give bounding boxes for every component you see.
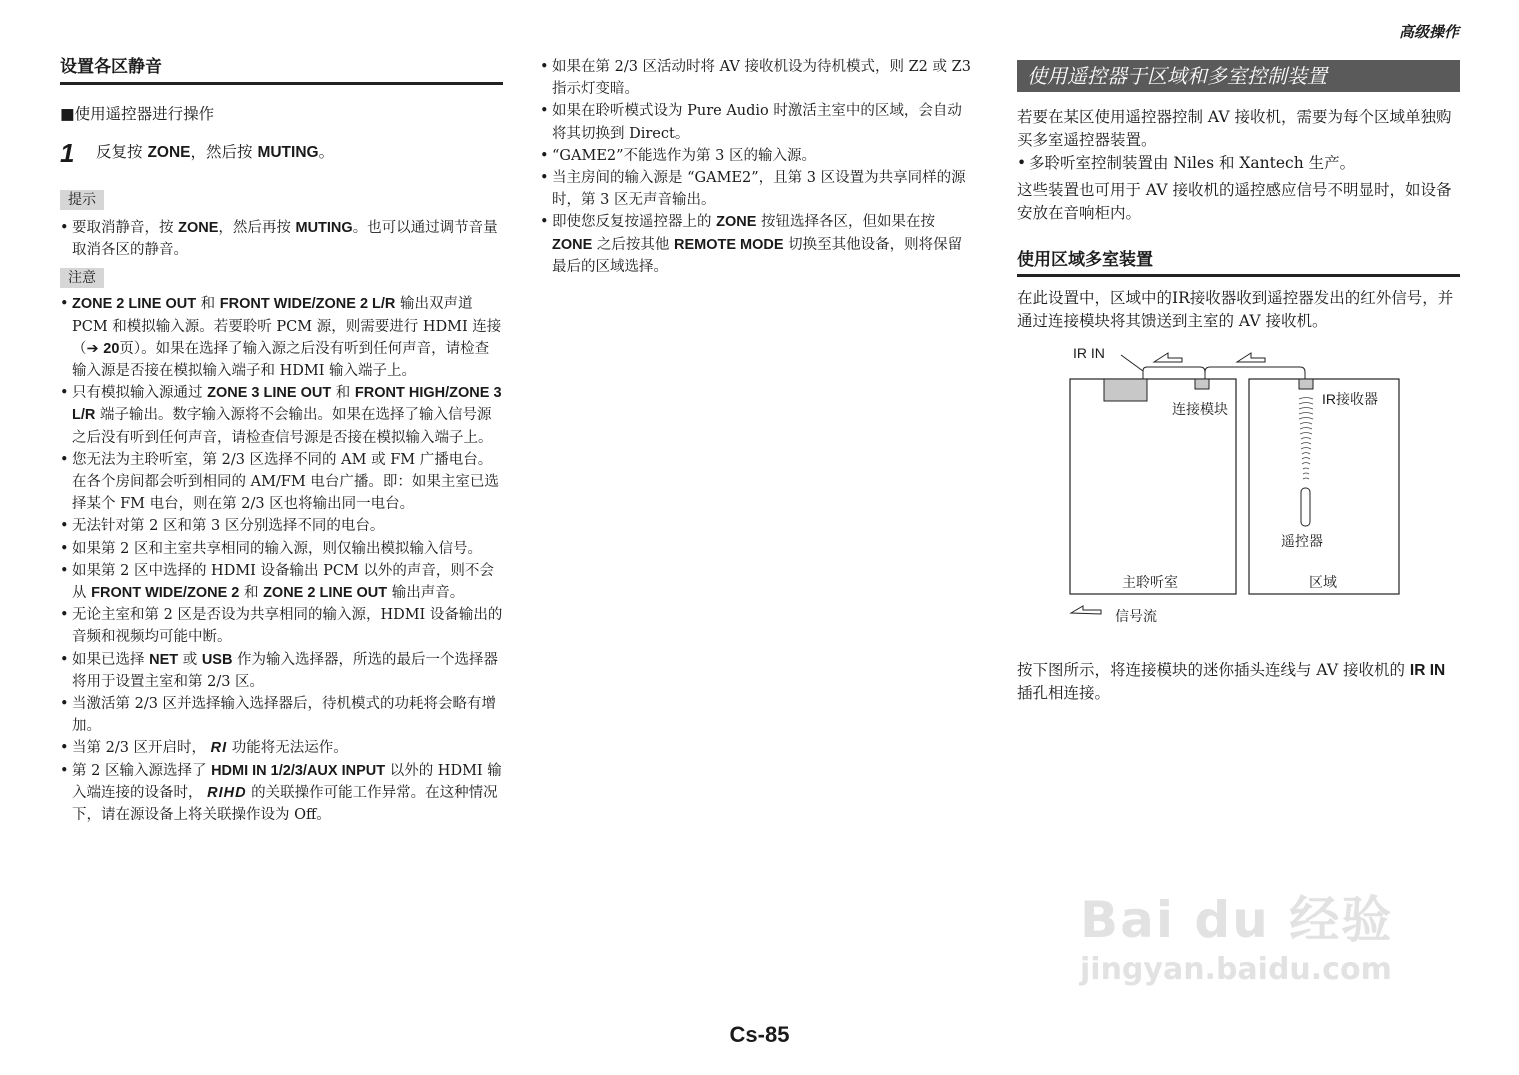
watermark: [1080, 880, 1393, 987]
intro-text-2: 这些装置也可用于 AV 接收机的遥控感应信号不明显时，如设备安放在音响柜内。: [1017, 181, 1452, 222]
step-text: [96, 141, 334, 164]
text-run: 按钮选择各区，但如果在按: [756, 214, 935, 231]
text-run: 反复按: [96, 143, 148, 162]
list-item: [540, 145, 975, 167]
middle-column: [540, 56, 975, 278]
bold-term: NET: [149, 651, 179, 668]
list-item: [60, 649, 503, 693]
bold-term: IR IN: [1409, 662, 1446, 679]
text-run: 按下图所示，将连接模块的迷你插头连线与 AV 接收机的: [1017, 661, 1410, 679]
step-1: [60, 137, 503, 168]
bold-term: USB: [201, 651, 233, 668]
text-run: “GAME2”不能选作为第 3 区的输入源。: [552, 147, 816, 164]
bold-term: ZONE: [147, 144, 191, 162]
legend-signal-flow: 信号流: [1115, 608, 1157, 624]
bold-term: ZONE: [716, 214, 757, 231]
text-run: 。: [318, 143, 335, 162]
setup-text: 在此设置中，区域中的IR接收器收到遥控器发出的红外信号，并通过连接模块将其馈送到主室的 AV 接收机。: [1017, 289, 1454, 330]
text-run: 无论主室和第 2 区是否设为共享相同的输入源，HDMI 设备输出的音频和视频均可能中断。: [72, 607, 503, 646]
note-badge: 注意: [60, 268, 104, 288]
text-run: 您无法为主聆听室，第 2/3 区选择不同的 AM 或 FM 广播电台。在各个房间都会听到相同的 AM/FM 电台广播。即：如果主室已选择某个 FM 电台，则在第 2/3 区也将输出同一电台。: [72, 451, 499, 513]
logo-mark: RIHD: [207, 784, 247, 801]
list-item: [540, 100, 975, 144]
list-item: [60, 693, 503, 737]
bold-term: HDMI IN 1/2/3/AUX INPUT: [211, 762, 386, 779]
label-ir-in: IR IN: [1073, 345, 1105, 361]
text-run: 输出声音。: [387, 585, 465, 602]
bold-term: ZONE: [552, 236, 593, 253]
bold-term: FRONT WIDE/ZONE 2 L/R: [219, 296, 396, 313]
text-run: ，然后按: [190, 143, 258, 162]
list-item: [60, 737, 503, 759]
text-run: 当第 2/3 区开启时，: [72, 740, 211, 757]
label-main-room: 主聆听室: [1122, 574, 1178, 590]
text-run: 的关联操作可能工作异常。在这种情况下，请在源设备上将关联操作设为 Off。: [72, 784, 498, 824]
text-run: ，然后再按: [218, 219, 296, 236]
diagram-graphics: [1017, 341, 1460, 651]
text-run: 以外的 HDMI 输入端连接的设备时，: [72, 762, 502, 801]
notes-list: [60, 293, 503, 826]
text-run: 功能将无法运作。: [227, 740, 348, 757]
label-connect-block: 连接模块: [1172, 401, 1228, 417]
intro-text: 若要在某区使用遥控器控制 AV 接收机，需要为每个区域单独购买多室遥控器装置。: [1017, 108, 1452, 149]
bold-term: 20: [103, 340, 120, 357]
text-run: 如果已选择: [72, 651, 150, 668]
middle-notes-list: [540, 56, 975, 278]
text-run: 要取消静音，按: [72, 219, 179, 236]
list-item: [540, 211, 975, 278]
step-number: 1: [60, 137, 75, 168]
text-run: 端子输出。数字输入源将不会输出。如果在选择了输入信号源之后没有听到任何声音，请检查信号源是否接在模拟输入端子上。: [72, 407, 493, 446]
text-run: 或: [178, 651, 202, 668]
text-run: 插孔相连接。: [1017, 684, 1111, 702]
tip-badge: 提示: [60, 190, 104, 210]
text-run: 如果第 2 区和主室共享相同的输入源，则仅输出模拟输入信号。: [72, 540, 482, 557]
bold-term: MUTING: [257, 144, 319, 162]
subheading: ■使用遥控器进行操作: [60, 105, 215, 124]
list-item: [540, 56, 975, 100]
text-run: 之后按其他: [592, 236, 674, 253]
watermark-logo: Bai du 经验: [1080, 891, 1394, 949]
list-item: [60, 560, 503, 604]
page-number: Cs-85: [729, 1022, 790, 1047]
tips-list: [60, 217, 503, 261]
watermark-url: jingyan.baidu.com: [1080, 952, 1392, 987]
bold-term: FRONT WIDE/ZONE 2: [91, 585, 240, 602]
bold-term: FRONT HIGH/ZONE 3 L/R: [72, 385, 502, 424]
text-run: 切换至其他设备，则将保留最后的区域选择。: [552, 236, 963, 275]
list-item: [60, 760, 503, 827]
logo-mark: RI: [210, 740, 228, 757]
list-item: [60, 449, 503, 516]
bold-term: ZONE 3 LINE OUT: [207, 385, 332, 402]
text-run: 作为输入选择器，所选的最后一个选择器将用于设置主室和第 2/3 区。: [72, 651, 499, 690]
bold-term: REMOTE MODE: [674, 236, 784, 253]
bold-term: MUTING: [295, 219, 353, 236]
list-item: [60, 217, 503, 261]
text-run: 即使您反复按遥控器上的: [552, 214, 717, 231]
text-run: 第 2 区输入源选择了: [72, 762, 212, 779]
text-run: 页）。如果在选择了输入源之后没有听到任何声音，请检查输入源是否接在模拟输入端子和 HDMI 输入端子上。: [72, 340, 490, 380]
text-run: 输出双声道 PCM 和模拟输入源。若要聆听 PCM 源，则需要进行 HDMI 连接 （➔: [72, 296, 502, 357]
text-run: 和: [331, 385, 355, 402]
text-run: 无法针对第 2 区和第 3 区分别选择不同的电台。: [72, 518, 385, 535]
text-run: 和: [196, 296, 220, 313]
label-remote: 遥控器: [1281, 533, 1323, 549]
text-run: 当激活第 2/3 区并选择输入选择器后，待机模式的功耗将会略有增加。: [72, 696, 497, 735]
bold-term: ZONE: [178, 219, 219, 236]
label-zone: 区域: [1309, 574, 1337, 590]
final-instruction: [1017, 659, 1460, 705]
bold-term: ZONE 2 LINE OUT: [72, 296, 197, 313]
bold-term: ZONE 2 LINE OUT: [263, 585, 388, 602]
list-item: [60, 538, 503, 560]
left-column: [60, 56, 503, 826]
text-run: 当主房间的输入源是 “GAME2”，且第 3 区设置为共享同样的源时，第 3 区无声音输出。: [552, 170, 966, 209]
text-run: 和: [239, 585, 264, 602]
subsection-title: 使用区域多室装置: [1017, 245, 1460, 277]
text-run: 如果在第 2/3 区活动时将 AV 接收机设为待机模式，则 Z2 或 Z3 指示灯变暗。: [552, 59, 971, 98]
list-item: [60, 382, 503, 449]
list-item: [60, 604, 503, 648]
connection-diagram: [1017, 341, 1460, 651]
right-column: [1017, 60, 1460, 705]
intro-bullet: • 多聆听室控制装置由 Niles 和 Xantech 生产。: [1017, 152, 1460, 175]
text-run: 只有模拟输入源通过: [72, 385, 208, 402]
text-run: 如果在聆听模式设为 Pure Audio 时激活主室中的区域，会自动将其切换到 Direct。: [552, 103, 962, 142]
section-header: 高级操作: [1398, 23, 1459, 41]
section-title: 设置各区静音: [60, 56, 503, 85]
list-item: [60, 515, 503, 537]
list-item: [60, 293, 503, 382]
ribbon-title: 使用遥控器于区域和多室控制装置: [1017, 60, 1460, 92]
text-run: 。也可以通过调节音量取消各区的静音。: [72, 219, 498, 259]
label-ir-receiver: IR接收器: [1322, 391, 1378, 407]
list-item: [540, 167, 975, 211]
text-run: 如果第 2 区中选择的 HDMI 设备输出 PCM 以外的声音，则不会从: [72, 562, 494, 602]
